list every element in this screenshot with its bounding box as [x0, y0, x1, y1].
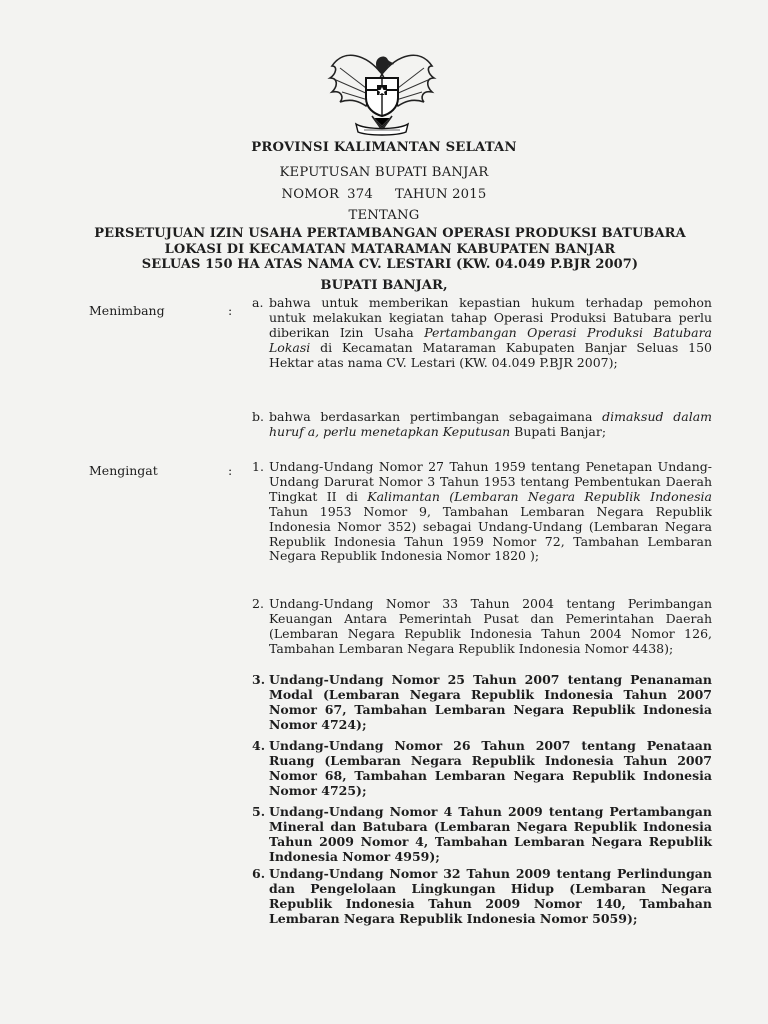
item-marker: 2. — [252, 596, 264, 611]
mengingat-colon: : — [228, 463, 233, 478]
mengingat-item-1 — [252, 460, 712, 564]
decree-number-line — [0, 187, 768, 202]
item-marker: a. — [252, 295, 264, 310]
mengingat-item-6 — [252, 867, 712, 927]
province-heading: PROVINSI KALIMANTAN SELATAN — [251, 140, 517, 155]
menimbang-label: Menimbang — [89, 303, 165, 318]
tentang-heading: TENTANG — [348, 208, 420, 223]
menimbang-colon: : — [228, 303, 233, 318]
item-text: Undang-Undang Nomor 33 Tahun 2004 tentang Perimbangan Keuangan Antara Pemerintah Pusat dan Pemerintahan Daerah (Lembaran Negara Republik Indonesia Tahun 2004 Nomor 126, Tambahan Lembaran Negara Republik Indonesia Nomor 4438); — [269, 596, 712, 656]
nomor-label: NOMOR — [281, 187, 340, 202]
mengingat-item-3 — [252, 673, 712, 733]
nomor-value: 374 — [347, 187, 373, 202]
item-marker: 1. — [252, 459, 264, 474]
item-text: Undang-Undang Nomor 4 Tahun 2009 tentang Pertambangan Mineral dan Batubara (Lembaran Negara Republik Indonesia Tahun 2009 Nomor 4, Tambahan Lembaran Negara Republik Indonesia Nomor 4959); — [269, 804, 712, 864]
tahun-label: TAHUN 2015 — [394, 187, 487, 202]
decree-title — [70, 226, 710, 273]
garuda-emblem-icon — [326, 44, 438, 136]
menimbang-item-a — [252, 296, 712, 371]
item-text: Undang-Undang Nomor 27 Tahun 1959 tentang Penetapan Undang-Undang Darurat Nomor 3 Tahun 1953 tentang Pembentukan Daerah Tingkat II di Kalimantan (Lembaran Negara Republik Indonesia Tahun 1953 Nomor 9, Tambahan Lembaran Negara Republik Indonesia Nomor 352) sebagai Undang-Undang (Lembaran Negara Republik Indonesia Tahun 1959 Nomor 72, Tambahan Lembaran Negara Republik Indonesia Nomor 1820 ); — [269, 459, 712, 564]
item-text: Undang-Undang Nomor 32 Tahun 2009 tentang Perlindungan dan Pengelolaan Lingkungan Hidup (Lembaran Negara Republik Indonesia Tahun 2009 Nomor 140, Tambahan Lembaran Negara Republik Indonesia Nomor 5059); — [269, 866, 712, 926]
mengingat-item-4 — [252, 739, 712, 799]
item-text: Undang-Undang Nomor 26 Tahun 2007 tentang Penataan Ruang (Lembaran Negara Republik Indonesia Tahun 2007 Nomor 68, Tambahan Lembaran Negara Republik Indonesia Nomor 4725); — [269, 738, 712, 798]
item-marker: b. — [252, 409, 264, 424]
item-marker: 5. — [252, 804, 266, 819]
issuer-heading: BUPATI BANJAR, — [320, 278, 448, 293]
title-line: PERSETUJUAN IZIN USAHA PERTAMBANGAN OPERASI PRODUKSI BATUBARA — [94, 226, 686, 241]
mengingat-item-5 — [252, 805, 712, 865]
mengingat-label: Mengingat — [89, 463, 158, 478]
item-marker: 6. — [252, 866, 266, 881]
item-text: bahwa untuk memberikan kepastian hukum terhadap pemohon untuk melakukan kegiatan tahap Operasi Produksi Batubara perlu diberikan Izin Usaha Pertambangan Operasi Produksi Batubara Lokasi di Kecamatan Mataraman Kabupaten Banjar Seluas 150 Hektar atas nama CV. Lestari (KW. 04.049 P.BJR 2007); — [269, 295, 712, 370]
item-marker: 3. — [252, 672, 266, 687]
title-line: LOKASI DI KECAMATAN MATARAMAN KABUPATEN BANJAR — [164, 241, 616, 257]
item-marker: 4. — [252, 738, 266, 753]
decree-heading: KEPUTUSAN BUPATI BANJAR — [279, 165, 489, 180]
menimbang-item-b — [252, 410, 712, 440]
item-text: bahwa berdasarkan pertimbangan sebagaimana dimaksud dalam huruf a, perlu menetapkan Keputusan Bupati Banjar; — [269, 409, 712, 439]
mengingat-item-2 — [252, 597, 712, 657]
title-line: SELUAS 150 HA ATAS NAMA CV. LESTARI (KW. 04.049 P.BJR 2007) — [141, 257, 639, 272]
item-text: Undang-Undang Nomor 25 Tahun 2007 tentang Penanaman Modal (Lembaran Negara Republik Indonesia Tahun 2007 Nomor 67, Tambahan Lembaran Negara Republik Indonesia Nomor 4724); — [269, 672, 712, 732]
